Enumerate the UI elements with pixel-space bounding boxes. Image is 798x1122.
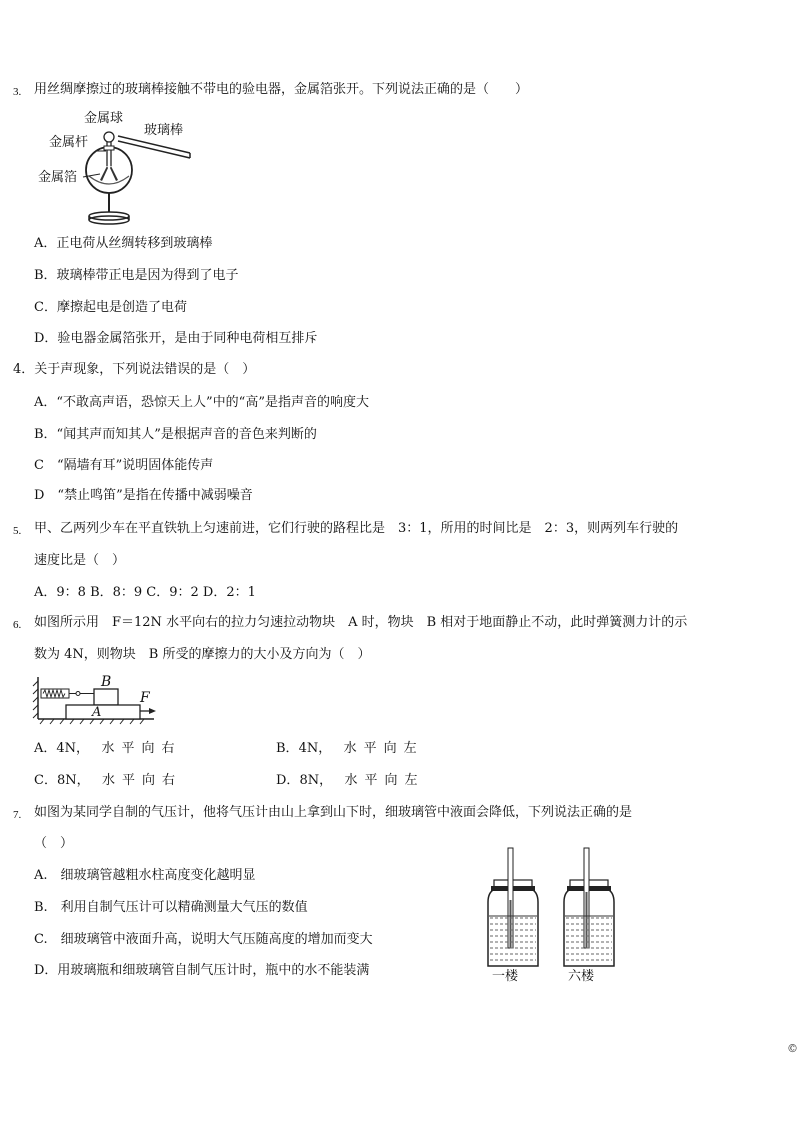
label-force-f: F: [140, 690, 150, 706]
q6-option-b: B．4N， 水平向左: [276, 741, 424, 756]
label-metal-stem: 金属杆: [49, 135, 89, 150]
label-metal-foil: 金属箔: [38, 170, 78, 185]
q7-option-c: C. 细玻璃管中液面升高，说明大气压随高度的增加而变大: [34, 932, 373, 947]
q7-paren: （ ）: [34, 836, 74, 851]
q7-option-b: B. 利用自制气压计可以精确测量大气压的数值: [34, 900, 308, 915]
q3-option-b: B．玻璃棒带正电是因为得到了电子: [34, 268, 239, 283]
label-first-floor: 一楼: [492, 969, 519, 984]
q4-stem: 4．关于声现象，下列说法错误的是（ ）: [13, 362, 256, 377]
q4-option-c: C “隔墙有耳”说明固体能传声: [34, 458, 214, 473]
q6-option-c: C．8N， 水平向右: [34, 773, 183, 788]
q4-option-d: D “禁止鸣笛”是指在传播中减弱噪音: [34, 488, 253, 503]
q7-option-d: D．用玻璃瓶和细玻璃管自制气压计时，瓶中的水不能装满: [34, 963, 370, 978]
q5-number: 5.: [13, 525, 22, 537]
q7-stem: 如图为某同学自制的气压计，他将气压计由山上拿到山下时，细玻璃管中液面会降低，下列说法正确的是: [34, 805, 633, 820]
q4-option-a: A．“不敢高声语，恐惊天上人”中的“高”是指声音的响度大: [34, 395, 369, 410]
q5-stem-line1: 甲、乙两列少车在平直铁轨上匀速前进，它们行驶的路程比是 3：1，所用的时间比是 2：3，则两列车行驶的: [34, 521, 679, 536]
q6-option-a: A．4N， 水平向右: [34, 741, 182, 756]
q6-option-d: D．8N， 水平向左: [276, 773, 425, 788]
label-sixth-floor: 六楼: [568, 969, 595, 984]
q3-number: 3.: [13, 86, 22, 98]
q4-option-b: B．“闻其声而知其人”是根据声音的音色来判断的: [34, 427, 317, 442]
q6-stem-line1: 如图所示用 F＝12N 水平向右的拉力匀速拉动物块 A 时，物块 B 相对于地面静止不动，此时弹簧测力计的示: [34, 615, 688, 630]
q3-option-c: C．摩擦起电是创造了电荷: [34, 300, 187, 315]
label-glass-rod: 玻璃棒: [144, 123, 184, 138]
q5-options: A．9：8 B．8：9 C．9：2 D．2：1: [34, 585, 256, 600]
q7-option-a: A. 细玻璃管越粗水柱高度变化越明显: [34, 868, 256, 883]
label-block-a: A: [92, 705, 102, 720]
barometer-figure: [480, 846, 630, 970]
q6-number: 6.: [13, 619, 22, 631]
q6-stem-line2: 数为 4N，则物块 B 所受的摩擦力的大小及方向为（ ）: [34, 647, 371, 662]
label-metal-ball: 金属球: [84, 111, 124, 126]
corner-mark: ©: [787, 1042, 798, 1055]
q5-stem-line2: 速度比是（ ）: [34, 553, 126, 568]
label-block-b: B: [101, 674, 112, 690]
q3-stem: 用丝绸摩擦过的玻璃棒接触不带电的验电器，金属箔张开。下列说法正确的是（ ）: [34, 82, 529, 97]
q3-option-d: D．验电器金属箔张开，是由于同种电荷相互排斥: [34, 331, 318, 346]
q3-option-a: A．正电荷从丝绸转移到玻璃棒: [34, 236, 213, 251]
q7-number: 7.: [13, 809, 22, 821]
